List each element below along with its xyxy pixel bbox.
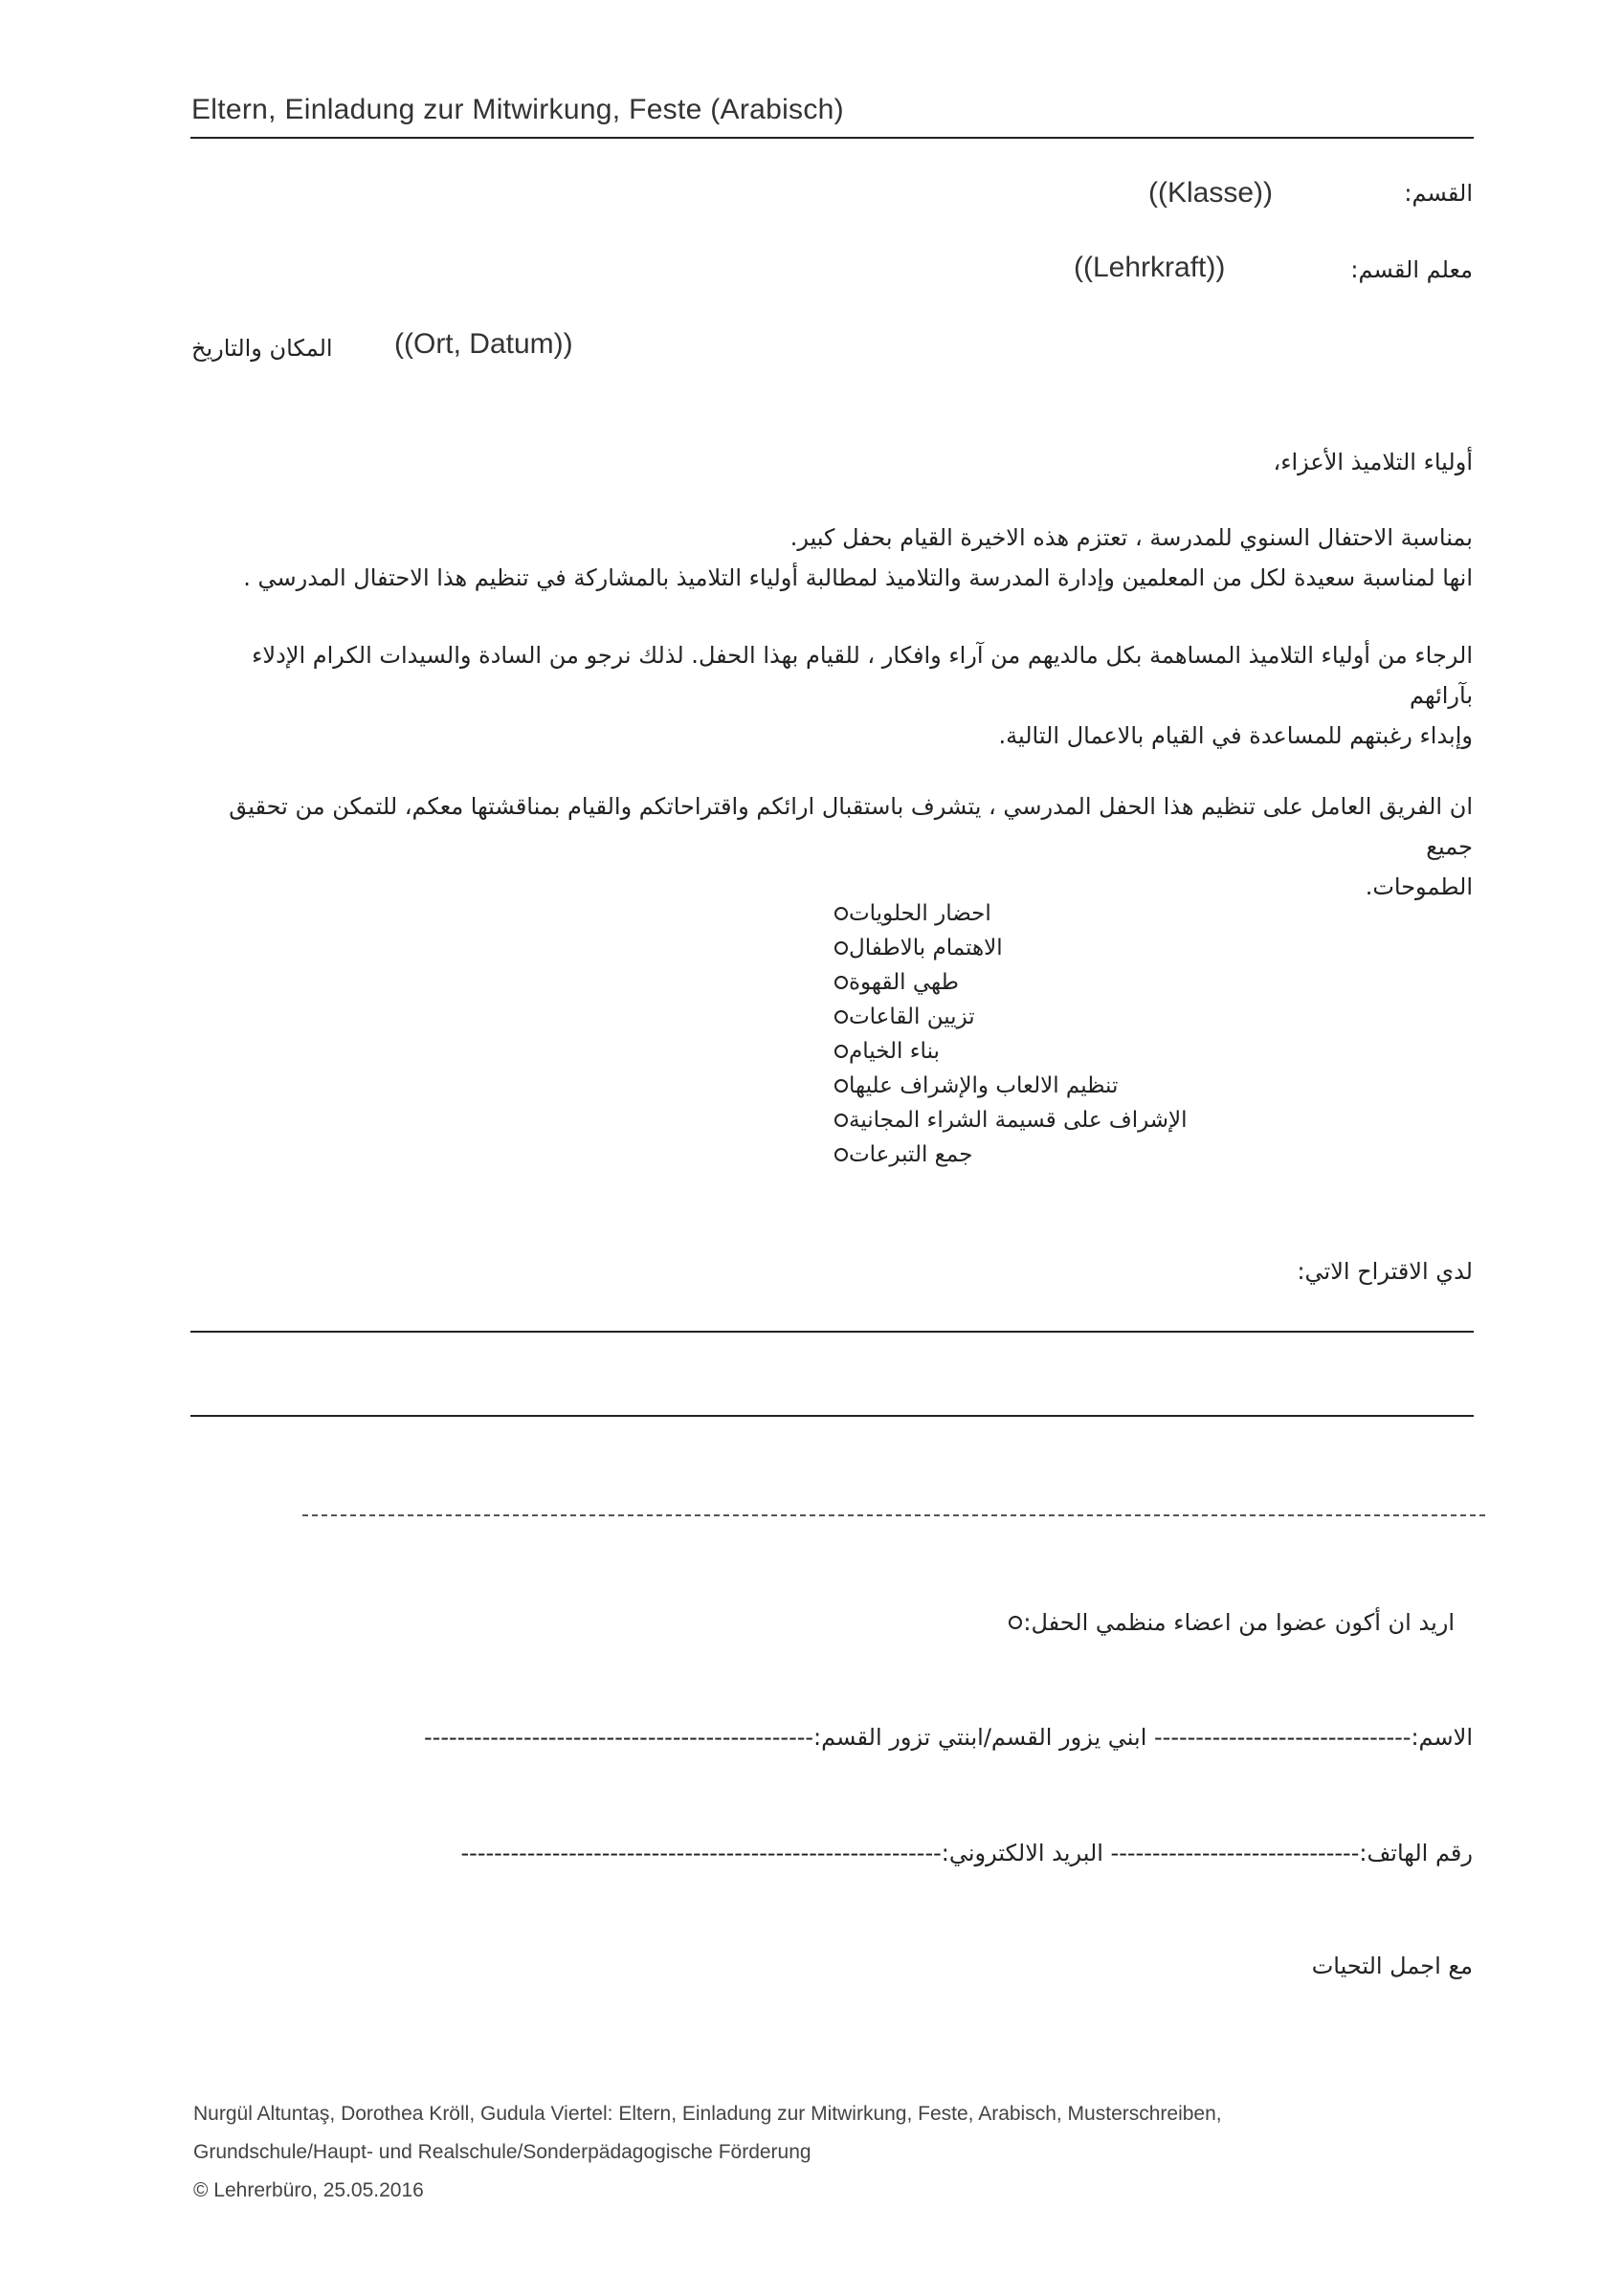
request-line-2: وإبداء رغبتهم للمساعدة في القيام بالاعمال التالية. (998, 722, 1473, 749)
task-label: الاهتمام بالاطفال (849, 936, 1003, 960)
task-label: جمع التبرعات (849, 1142, 973, 1167)
list-item (803, 896, 1473, 931)
circle-bullet-icon (834, 1078, 849, 1093)
class-label: القسم: (1404, 180, 1473, 207)
footer-line-3: © Lehrerbüro, 25.05.2016 (193, 2179, 424, 2201)
class-placeholder: ((Klasse)) (1148, 177, 1274, 209)
suggestion-label: لدي الاقتراح الاتي: (1297, 1258, 1473, 1285)
team-line-2: الطموحات. (1365, 873, 1473, 900)
document-title: Eltern, Einladung zur Mitwirkung, Feste (Arabisch) (191, 94, 844, 125)
list-item (803, 965, 1473, 1000)
circle-bullet-icon (834, 1009, 849, 1025)
closing-text: مع اجمل التحيات (1311, 1953, 1473, 1979)
greeting-text: أولياء التلاميذ الأعزاء، (1273, 449, 1473, 475)
footer-line-1: Nurgül Altuntaş, Dorothea Kröll, Gudula Viertel: Eltern, Einladung zur Mitwirkung, Feste, Arabisch, Musterschreiben, (193, 2103, 1222, 2125)
member-option-label: اريد ان أكون عضوا من اعضاء منظمي الحفل: (1023, 1609, 1455, 1636)
place-date-label: المكان والتاريخ (191, 335, 333, 362)
list-item (803, 1069, 1473, 1103)
task-label: احضار الحلويات (849, 901, 991, 926)
circle-bullet-icon (834, 1044, 849, 1059)
circle-bullet-icon (834, 906, 849, 921)
circle-bullet-icon (834, 1147, 849, 1162)
team-line-1: ان الفريق العامل على تنظيم هذا الحفل المدرسي ، يتشرف باستقبال ارائكم واقتراحاتكم والقيام بمناقشتها معكم، للتمكن من تحقيق جميع (229, 793, 1473, 860)
header-rule (190, 137, 1474, 139)
list-item (803, 1034, 1473, 1069)
name-class-field[interactable]: الاسم:------------------------------- ابني يزور القسم/ابنتي تزور القسم:----------------------------------------------- (424, 1724, 1473, 1751)
list-item (803, 1000, 1473, 1034)
member-option[interactable] (981, 1609, 1455, 1636)
circle-bullet-icon (834, 940, 849, 956)
request-line-1: الرجاء من أولياء التلاميذ المساهمة بكل مالديهم من آراء وافكار ، للقيام بهذا الحفل. لذلك نرجو من السادة والسيدات الكرام الإدلاء بآرائهم (252, 642, 1473, 709)
phone-email-field[interactable]: رقم الهاتف:------------------------------ البريد الالكتروني:---------------------------------------------------------- (460, 1840, 1473, 1866)
letter-greeting (190, 442, 1473, 482)
intro-line-1: بمناسبة الاحتفال السنوي للمدرسة ، تعتزم هذه الاخيرة القيام بحفل كبير. (789, 524, 1473, 551)
suggestion-line-2[interactable] (190, 1415, 1474, 1417)
place-date-placeholder: ((Ort, Datum)) (394, 328, 573, 360)
intro-line-2: انها لمناسبة سعيدة لكل من المعلمين وإدارة المدرسة والتلاميذ لمطالبة أولياء التلاميذ بالمشاركة في تنظيم هذا الاحتفال المدرسي . (243, 564, 1473, 591)
list-item (803, 931, 1473, 965)
list-item (803, 1103, 1473, 1137)
circle-checkbox-icon[interactable] (1008, 1615, 1023, 1630)
team-paragraph (190, 786, 1473, 907)
list-item (803, 1137, 1473, 1172)
task-label: تنظيم الالعاب والإشراف عليها (849, 1073, 1119, 1098)
circle-bullet-icon (834, 1113, 849, 1128)
task-label: تزيين القاعات (849, 1004, 975, 1029)
intro-paragraph (190, 518, 1473, 598)
request-paragraph (190, 635, 1473, 756)
teacher-placeholder: ((Lehrkraft)) (1074, 252, 1226, 283)
task-label: الإشراف على قسيمة الشراء المجانية (849, 1108, 1188, 1133)
teacher-label: معلم القسم: (1350, 256, 1473, 283)
task-label: بناء الخيام (849, 1039, 940, 1064)
circle-bullet-icon (834, 975, 849, 990)
document-footer (193, 2095, 1222, 2210)
task-list (803, 896, 1473, 1172)
footer-line-2: Grundschule/Haupt- und Realschule/Sonderpädagogische Förderung (193, 2141, 812, 2163)
task-label: طهي القهوة (849, 970, 959, 995)
cut-line (302, 1514, 1485, 1516)
suggestion-line-1[interactable] (190, 1331, 1474, 1333)
